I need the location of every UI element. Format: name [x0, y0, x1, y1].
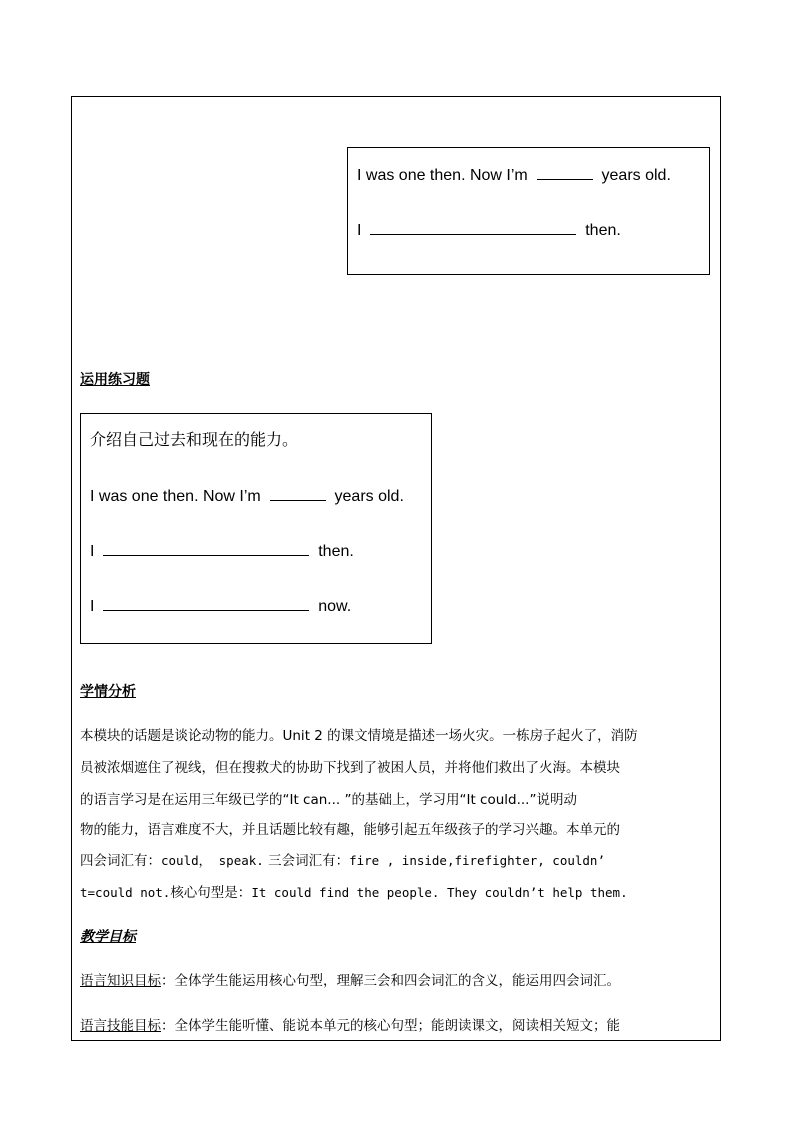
goal-skill-label: 语言技能目标	[80, 1018, 161, 1034]
core-pattern-label: 核心句型是：	[170, 885, 252, 901]
practice-line-3	[90, 596, 351, 617]
practice-blank-3	[103, 596, 309, 611]
analysis-line-3: 的语言学习是在运用三年级已学的“It can... ”的基础上，学习用“It could...”说明动	[80, 792, 577, 808]
vocab-could-not: t=could not.	[80, 885, 171, 900]
vocab-four-label: 四会词汇有：	[80, 853, 161, 869]
practice-line-1-prefix: I was one then. Now I’m	[90, 488, 261, 505]
practice-blank-2	[103, 541, 309, 556]
core-pattern-sentences: It could find the people. They couldn’t help them.	[251, 885, 628, 900]
goal-knowledge-text: ：全体学生能运用核心句型，理解三会和四会词汇的含义，能运用四会词汇。	[161, 973, 620, 989]
top-box-blank-1	[537, 165, 593, 180]
practice-line-2-prefix: I	[90, 543, 95, 560]
top-box-line-2	[357, 220, 621, 241]
analysis-line-2: 员被浓烟遮住了视线，但在搜救犬的协助下找到了被困人员，并将他们救出了火海。本模块	[80, 760, 620, 776]
practice-instruction: 介绍自己过去和现在的能力。	[90, 430, 299, 449]
practice-section-title: 运用练习题	[80, 372, 150, 388]
goals-section-title: 教学目标	[80, 929, 136, 945]
top-box-blank-2	[370, 220, 576, 235]
top-box-line-2-prefix: I	[357, 222, 362, 239]
practice-line-2	[90, 541, 354, 562]
goal-knowledge	[80, 971, 716, 991]
analysis-section-title: 学情分析	[80, 684, 136, 700]
vocab-three-label: 三会词汇有：	[268, 853, 350, 869]
top-box-line-1-suffix: years old.	[601, 167, 671, 184]
practice-blank-1	[270, 486, 326, 501]
goal-skill	[80, 1016, 716, 1036]
top-box-line-1	[357, 165, 671, 186]
vocab-four-words: could， speak.	[161, 853, 264, 868]
analysis-vocab-line-2	[80, 883, 716, 903]
goal-knowledge-label: 语言知识目标	[80, 973, 161, 989]
analysis-line-1: 本模块的话题是谈论动物的能力。Unit 2 的课文情境是描述一场火灾。一栋房子起火了，消防	[80, 728, 638, 744]
practice-line-3-suffix: now.	[318, 598, 352, 615]
practice-line-3-prefix: I	[90, 598, 95, 615]
top-box-line-1-prefix: I was one then. Now I’m	[357, 167, 528, 184]
practice-line-1	[90, 486, 404, 507]
goal-skill-text: ：全体学生能听懂、能说本单元的核心句型；能朗读课文，阅读相关短文；能	[161, 1018, 620, 1034]
top-box-line-2-suffix: then.	[585, 222, 621, 239]
practice-line-1-suffix: years old.	[334, 488, 404, 505]
analysis-line-4: 物的能力，语言难度不大，并且话题比较有趣，能够引起五年级孩子的学习兴趣。本单元的	[80, 822, 620, 838]
practice-line-2-suffix: then.	[318, 543, 354, 560]
analysis-vocab-line-1	[80, 851, 716, 871]
vocab-three-words: fire , inside,firefighter, couldn’	[349, 853, 605, 868]
